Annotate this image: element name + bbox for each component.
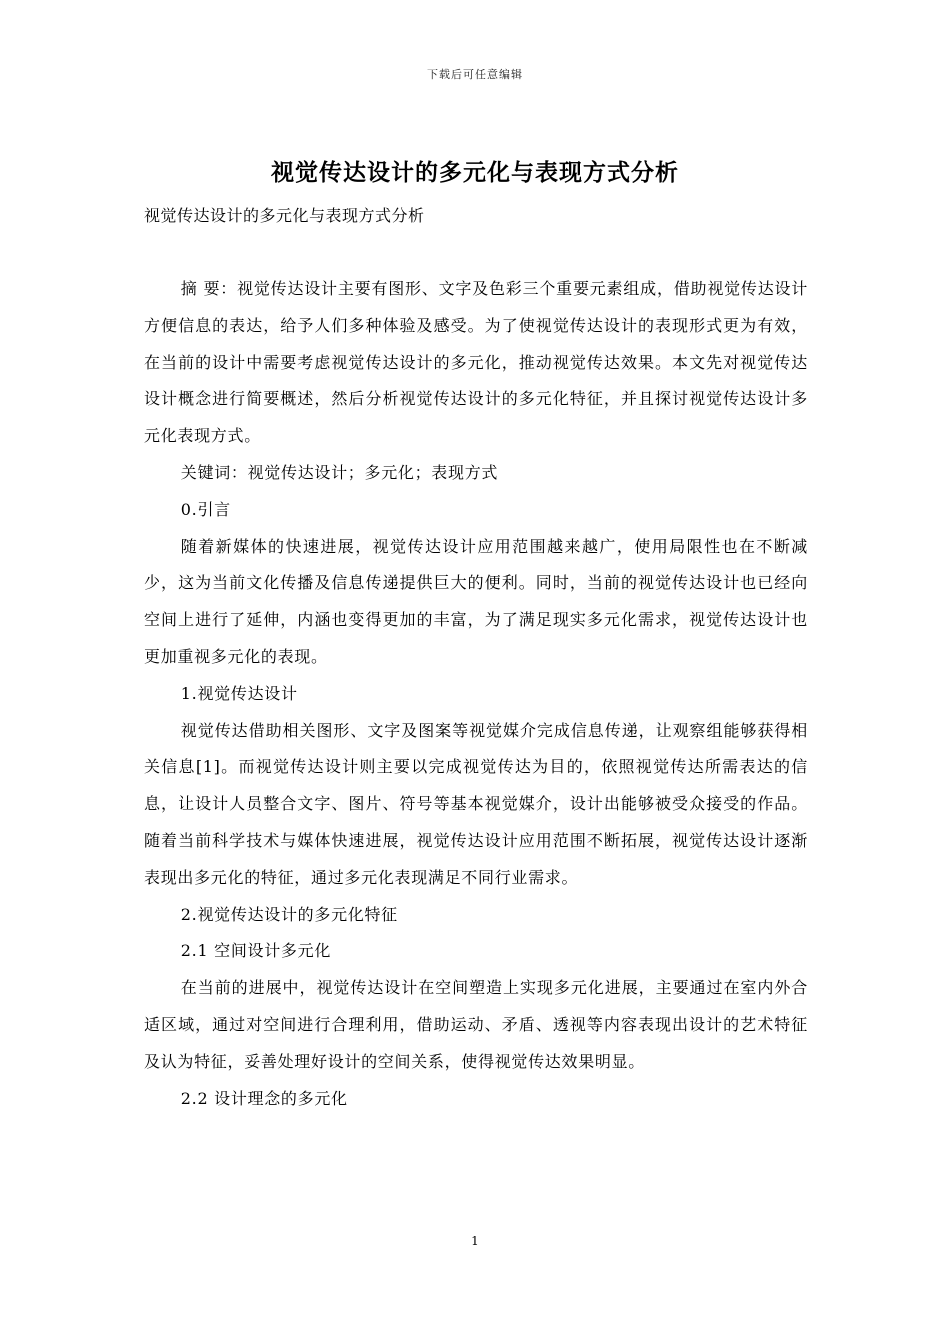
section-heading-2-1: 2.1 空间设计多元化: [180, 941, 332, 961]
keywords-paragraph: 关键词：视觉传达设计；多元化；表现方式: [180, 462, 499, 482]
header-note: 下载后可任意编辑: [427, 68, 523, 81]
section-2-1-paragraph: 在当前的进展中，视觉传达设计在空间塑造上实现多元化进展，主要通过在室内外合适区域，通过对空间进行合理利用，借助运动、矛盾、透视等内容表现出设计的艺术特征及认为特征，妥善处理好设计的空间关系，使得视觉传达效果明显。: [144, 978, 808, 1071]
section-heading-1: 1.视觉传达设计: [180, 683, 298, 703]
section-heading-2-2: 2.2 设计理念的多元化: [180, 1088, 348, 1108]
document-title: 视觉传达设计的多元化与表现方式分析: [271, 159, 679, 186]
intro-paragraph: 随着新媒体的快速进展，视觉传达设计应用范围越来越广，使用局限性也在不断减少，这为当前文化传播及信息传递提供巨大的便利。同时，当前的视觉传达设计也已经向空间上进行了延伸，内涵也变得更加的丰富，为了满足现实多元化需求，视觉传达设计也更加重视多元化的表现。: [144, 536, 808, 666]
page-number: 1: [471, 1234, 479, 1248]
section-1-paragraph: 视觉传达借助相关图形、文字及图案等视觉媒介完成信息传递，让观察组能够获得相关信息[1]。而视觉传达设计则主要以完成视觉传达为目的，依照视觉传达所需表达的信息，让设计人员整合文字、图片、符号等基本视觉媒介，设计出能够被受众接受的作品。随着当前科学技术与媒体快速进展，视觉传达设计应用范围不断拓展，视觉传达设计逐渐表现出多元化的特征，通过多元化表现满足不同行业需求。: [144, 720, 808, 887]
section-heading-intro: 0.引言: [180, 499, 231, 519]
body-text: [144, 271, 808, 1117]
section-heading-2: 2.视觉传达设计的多元化特征: [180, 904, 398, 924]
document-subtitle: 视觉传达设计的多元化与表现方式分析: [144, 206, 425, 225]
abstract-paragraph: 摘 要：视觉传达设计主要有图形、文字及色彩三个重要元素组成，借助视觉传达设计方便信息的表达，给予人们多种体验及感受。为了使视觉传达设计的表现形式更为有效，在当前的设计中需要考虑视觉传达设计的多元化，推动视觉传达效果。本文先对视觉传达设计概念进行简要概述，然后分析视觉传达设计的多元化特征，并且探讨视觉传达设计多元化表现方式。: [144, 279, 808, 446]
